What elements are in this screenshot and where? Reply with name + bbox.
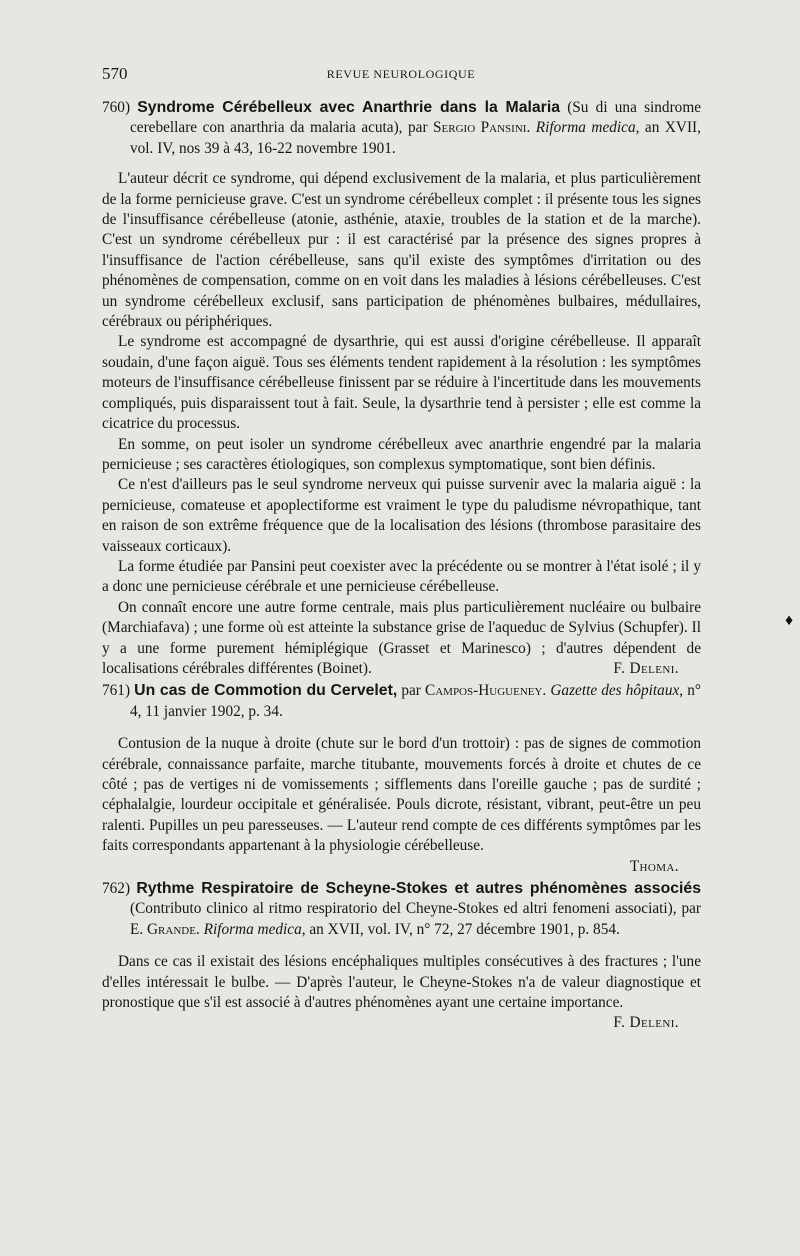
signature: Thoma. (629, 857, 679, 875)
paragraph (102, 952, 701, 1032)
entry-citation-details: , an XVII, vol. IV, n° 72, 27 décembre 1901, p. 854. (301, 920, 620, 938)
entry-title: Rythme Respiratoire de Scheyne-Stokes et autres phénomènes associés (136, 880, 701, 898)
paragraph (102, 598, 701, 680)
signature: F. Deleni. (613, 659, 679, 677)
page-header (102, 64, 700, 88)
paragraph: Le syndrome est accompagné de dysarthrie, qui est aussi d'origine cérébelleuse. Il apparaît soudain, d'une façon aiguë. Tous ses éléments tendent rapidement à la résolution : les symptômes moteurs de l'insuffisance cérébelleuse finissent par se réduire à l'incertitude dans les mouvements compliqués, puis disparaissent tout à fait. Seule, la dysarthrie tend à persister ; elle est comme la cicatrice du processus. (102, 333, 701, 433)
entry-journal: Riforma medica (535, 119, 636, 137)
entry-journal: Riforma medica (203, 920, 302, 938)
entry-heading: 760) Syndrome Cérébelleux avec Anarthrie dans la Malaria (Su di una sindrome cerebellare con anarthria da malaria acuta), par Sergio Pansini. Riforma medica, an XVII, vol. IV, nos 39 à 43, 16-22 novembre 1901. (102, 99, 702, 157)
entry-citation-details: , n° 4, 11 janvier 1902, p. 34. (130, 682, 701, 720)
entry-762 (102, 879, 701, 1032)
entry-journal: Gazette des hôpitaux (550, 682, 680, 700)
article-content (102, 98, 701, 1034)
paragraph-text: Dans ce cas il existait des lésions encéphaliques multiples consécutives à des fractures ; l'une d'elles intéressait le bulbe. — D'après l'auteur, le Cheyne-Stokes n'a de valeur diagnostique et pronostique que s'il est associé à d'autres phénomènes ayant une certaine importance. (102, 953, 701, 1012)
page-number: 570 (102, 64, 128, 83)
entry-title: Syndrome Cérébelleux avec Anarthrie dans la Malaria (137, 99, 560, 116)
signature: F. Deleni. (613, 1014, 679, 1032)
entry-author: Grande (147, 920, 196, 938)
entry-citation: (Contributo clinico al ritmo respiratorio del Cheyne-Stokes ed altri fenomeni associati), par E. (130, 900, 701, 938)
entry-author: Sergio Pansini (433, 119, 527, 137)
paragraph: La forme étudiée par Pansini peut coexister avec la précédente ou se montrer à l'état isolé ; il y a donc une pernicieuse cérébrale et une pernicieuse cérébelleuse. (102, 557, 701, 596)
entry-title: Un cas de Commotion du Cervelet, (134, 682, 398, 700)
entry-number: 762) (102, 880, 131, 898)
paragraph: Contusion de la nuque à droite (chute sur le bord d'un trottoir) : pas de signes de commotion cérébrale, connaissance parfaite, marche titubante, mouvements forcés à droite et chutes de ce côté ; pas de vertiges ni de vomissements ; sifflements dans l'oreille gauche ; pas de surdité ; céphalalgie, lourdeur occipitale et généralisée. Pouls dicrote, résistant, vibrant, peut-être un peu ralenti. Pupilles un peu paresseuses. — L'auteur rend compte de ces différents symptômes par les faits correspondants appartenant à la physiologie cérébelleuse. (102, 735, 701, 855)
running-title: REVUE NEUROLOGIQUE (326, 67, 476, 81)
entry-number: 761) (102, 682, 131, 700)
paragraph: Ce n'est d'ailleurs pas le seul syndrome nerveux qui puisse survenir avec la malaria aiguë : la pernicieuse, comateuse et apoplectiforme est vraiment le type du paludisme névropathique, tant en raison de son extrême fréquence que de la localisation des lésions (thrombose parasitaire des vaisseaux corticaux). (102, 476, 701, 555)
entry-citation: (Su di una sindrome cerebellare con anarthria da malaria acuta), par (130, 99, 702, 137)
entry-heading: 761) Un cas de Commotion du Cervelet, par Campos-Hugueney. Gazette des hôpitaux, n° 4, 11 janvier 1902, p. 34. (102, 682, 701, 720)
margin-mark-icon: ♦ (785, 612, 794, 629)
paragraph: L'auteur décrit ce syndrome, qui dépend exclusivement de la malaria, et plus particulièrement de la forme pernicieuse grave. C'est un syndrome cérébelleux complet : il présente tous les signes de l'insuffisance cérébelleuse (atonie, asthénie, ataxie, troubles de la station et de la marche). C'est un syndrome cérébelleux pur : il est caractérisé par la présence des signes propres à l'insuffisance de l'action cérébelleuse, sans qu'il existe des symptômes d'irritation ou des phénomènes de compensation, comme on en voit dans les maladies à lésions cérébelleuses. C'est un syndrome cérébelleux exclusif, sans participation de phénomènes bulbaires, médullaires, cérébraux ou périphériques. (102, 170, 701, 331)
entry-citation-details: , an XVII, vol. IV, nos 39 à 43, 16-22 novembre 1901. (130, 119, 701, 157)
entry-761 (102, 681, 701, 877)
entry-heading: 762) Rythme Respiratoire de Scheyne-Stokes et autres phénomènes associés (Contributo clinico al ritmo respiratorio del Cheyne-Stokes ed altri fenomeni associati), par E. Grande. Riforma medica, an XVII, vol. IV, n° 72, 27 décembre 1901, p. 854. (102, 880, 701, 938)
entry-citation: par (397, 682, 426, 700)
entry-760 (102, 98, 701, 679)
paragraph-text: On connaît encore une autre forme centrale, mais plus particulièrement nucléaire ou bulbaire (Marchiafava) ; une forme où est atteinte la substance grise de l'aqueduc de Sylvius (Schupfer). Il y a une forme purement hémiplégique (Grasset et Marinesco) ; d'autres dépendent de localisations cérébrales différentes (Boinet). (102, 598, 701, 677)
entry-number: 760) (102, 99, 131, 116)
paragraph: En somme, on peut isoler un syndrome cérébelleux avec anarthrie engendré par la malaria pernicieuse ; ses caractères étiologiques, son complexus symptomatique, sont bien définis. (102, 435, 701, 473)
entry-author: Campos-Hugueney (425, 682, 543, 700)
